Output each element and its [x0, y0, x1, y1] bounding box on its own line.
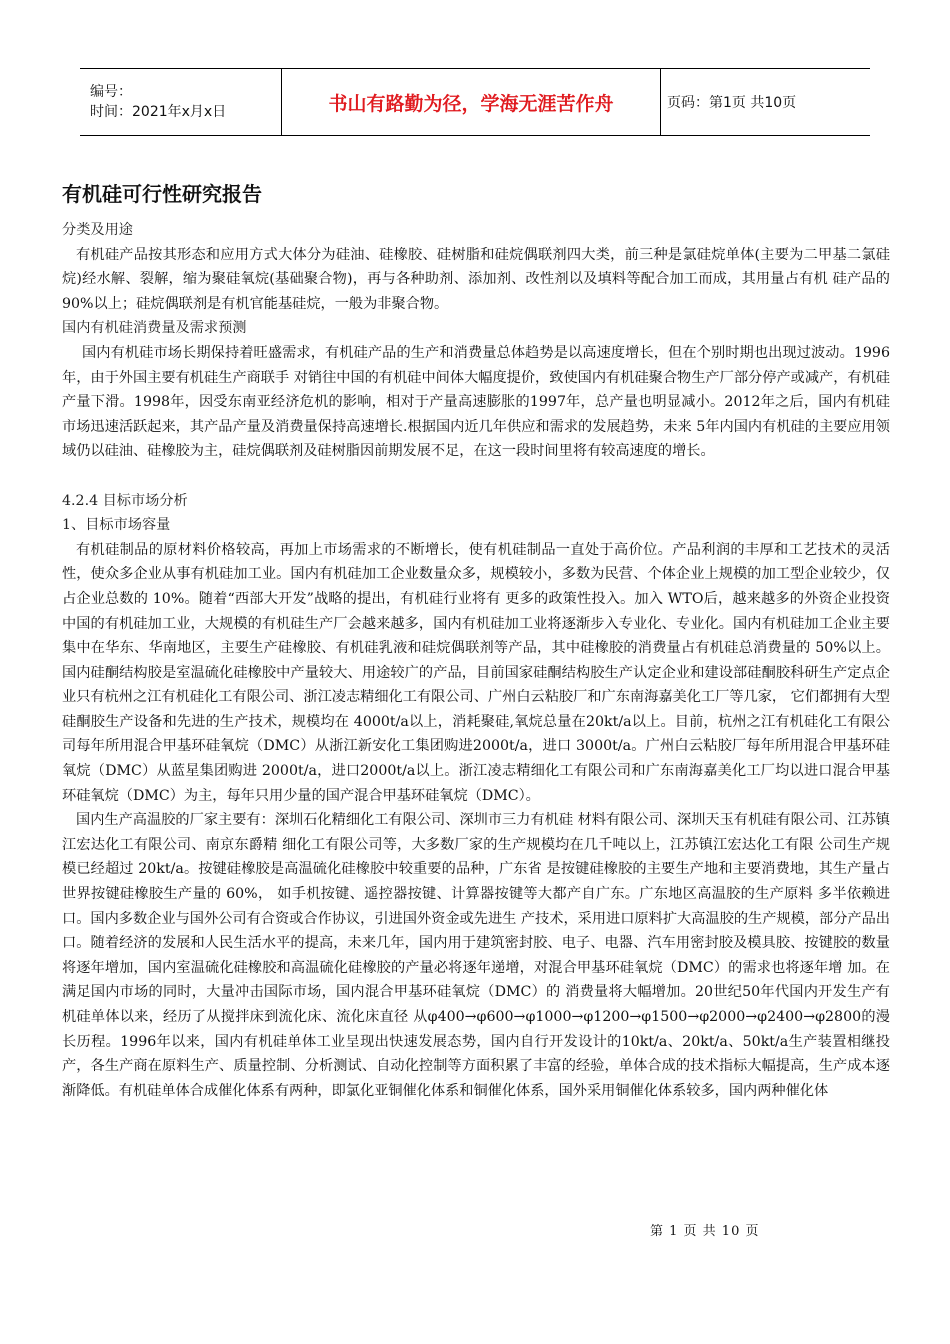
header-page-info: 页码：第1页 共10页	[667, 95, 797, 111]
body-paragraph: 国内生产高温胶的厂家主要有：深圳石化精细化工有限公司、深圳市三力有机硅 材料有限公司、深圳天玉有机硅有限公司、江苏镇江宏达化工有限公司、南京东爵精 细化工有限公司等，大多数厂家的生产规模均在几千吨以上，江苏镇江宏达化工有限 公司生产规模已经超过 20kt/a。按键硅橡胶是高温硫化硅橡胶中较重要的品种，广东省 是按键硅橡胶的主要生产地和主要消费地，其生产量占世界按键硅橡胶生产量的 60%， 如手机按键、遥控器按键、计算器按键等大都产自广东。广东地区高温胶的生产原料 多半依赖进口。国内多数企业与国外公司有合资或合作协议，引进国外资金或先进生 产技术，采用进口原料扩大高温胶的生产规模，部分产品出口。随着经济的发展和人民生活水平的提高，未来几年，国内用于建筑密封胶、电子、电器、汽车用密封胶及模具胶、按键胶的数量将逐年增加，国内室温硫化硅橡胶和高温硫化硅橡胶的产量必将逐年递增，对混合甲基环硅氧烷（DMC）的需求也将逐年增 加。在满足国内市场的同时，大量冲击国际市场，国内混合甲基环硅氧烷（DMC）的 消费量将大幅增加。20世纪50年代国内开发生产有机硅单体以来，经历了从搅拌床到流化床、流化床直径 从φ400→φ600→φ1000→φ1200→φ1500→φ2000→φ2400→φ2800的漫长历程。1996年以来，国内有机硅单体工业呈现出快速发展态势，国内自行开发设计的10kt/a、20kt/a、50kt/a生产装置相继投产，各生产商在原料生产、质量控制、分析测试、自动化控制等方面积累了丰富的经验，单体合成的技术指标大幅提高，生产成本逐渐降低。有机硅单体合成催化体系有两种，即氯化亚铜催化体系和铜催化体系，国外采用铜催化体系较多，国内两种催化体	[62, 812, 890, 1099]
body-paragraph: 有机硅制品的原材料价格较高，再加上市场需求的不断增长，使有机硅制品一直处于高价位。产品利润的丰厚和工艺技术的灵活性，使众多企业从事有机硅加工业。国内有机硅加工企业数量众多，规模较小，多数为民营、个体企业上规模的加工型企业较少，仅占企业总数的 10%。随着“西部大开发”战略的提出，有机硅行业将有 更多的政策性投入。加入 WTO后，越来越多的外资企业投资中国的有机硅加工业，大规模的有机硅生产厂会越来越多，国内有机硅加工业将逐渐步入专业化、专业化。国内有机硅加工企业主要集中在华东、华南地区，主要生产硅橡胶、有机硅乳液和硅烷偶联剂等产品，其中硅橡胶的消费量占有机硅总消费量的 50%以上。国内硅酮结构胶是室温硫化硅橡胶中产量较大、用途较广的产品，目前国家硅酮结构胶生产认定企业和建设部硅酮胶科研生产定点企业只有杭州之江有机硅化工有限公司、浙江凌志精细化工有限公司、广州白云粘胶厂和广东南海嘉美化工厂等几家， 它们都拥有大型硅酮胶生产设备和先进的生产技术，规模均在 4000t/a以上，消耗聚硅,氧烷总量在20kt/a以上。目前，杭州之江有机硅化工有限公司每年所用混合甲基环硅氧烷（DMC）从浙江新安化工集团购进2000t/a，进口 3000t/a。广州白云粘胶厂每年所用混合甲基环硅氧烷（DMC）从蓝星集团购进 2000t/a，进口2000t/a以上。浙江凌志精细化工有限公司和广东南海嘉美化工厂均以进口混合甲基环硅氧烷（DMC）为主，每年只用少量的国产混合甲基环硅氧烷（DMC）。	[62, 541, 890, 804]
section-heading: 分类及用途	[62, 222, 133, 238]
header-motto-cell	[282, 69, 661, 135]
body-paragraph: 国内有机硅市场长期保持着旺盛需求，有机硅产品的生产和消费量总体趋势是以高速度增长，但在个别时期也出现过波动。1996年，由于外国主要有机硅生产商联手 对销往中国的有机硅中间体大幅度提价，致使国内有机硅聚合物生产厂部分停产或减产，有机硅产量下滑。1998年，因受东南亚经济危机的影响，相对于产量高速膨胀的1997年，总产量也明显减小。2012年之后，国内有机硅市场迅速活跃起来，其产品产量及消费量保持高速增长.根据国内近几年供应和需求的发展趋势，未来 5年内国内有机硅的主要应用领域仍以硅油、硅橡胶为主，硅烷偶联剂及硅树脂因前期发展不足，在这一段时间里将有较高速度的增长。	[62, 344, 890, 460]
header-date: 时间：2021年x月x日	[90, 104, 227, 120]
page-footer: 第 1 页 共 10 页	[650, 1224, 760, 1239]
header-motto: 书山有路勤为径，学海无涯苦作舟	[328, 92, 614, 115]
document-title: 有机硅可行性研究报告	[62, 182, 262, 206]
header-number-label: 编号：	[90, 84, 132, 100]
header-page-cell	[661, 69, 870, 135]
page-header	[80, 68, 870, 136]
body-paragraph: 有机硅产品按其形态和应用方式大体分为硅油、硅橡胶、硅树脂和硅烷偶联剂四大类，前三种是氯硅烷单体(主要为二甲基二氯硅烷)经水解、裂解，缩为聚硅氧烷(基础聚合物)，再与各种助剂、添加剂、改性剂以及填料等配合加工而成，其用量占有机 硅产品的 90%以上；硅烷偶联剂是有机官能基硅烷，一般为非聚合物。	[62, 246, 890, 312]
header-meta	[80, 69, 282, 135]
section-heading: 国内有机硅消费量及需求预测	[62, 320, 247, 337]
paragraph-gap	[62, 464, 890, 489]
document-body	[62, 218, 890, 1103]
section-heading: 4.2.4 目标市场分析	[62, 492, 188, 509]
section-heading: 1、目标市场容量	[62, 517, 171, 534]
